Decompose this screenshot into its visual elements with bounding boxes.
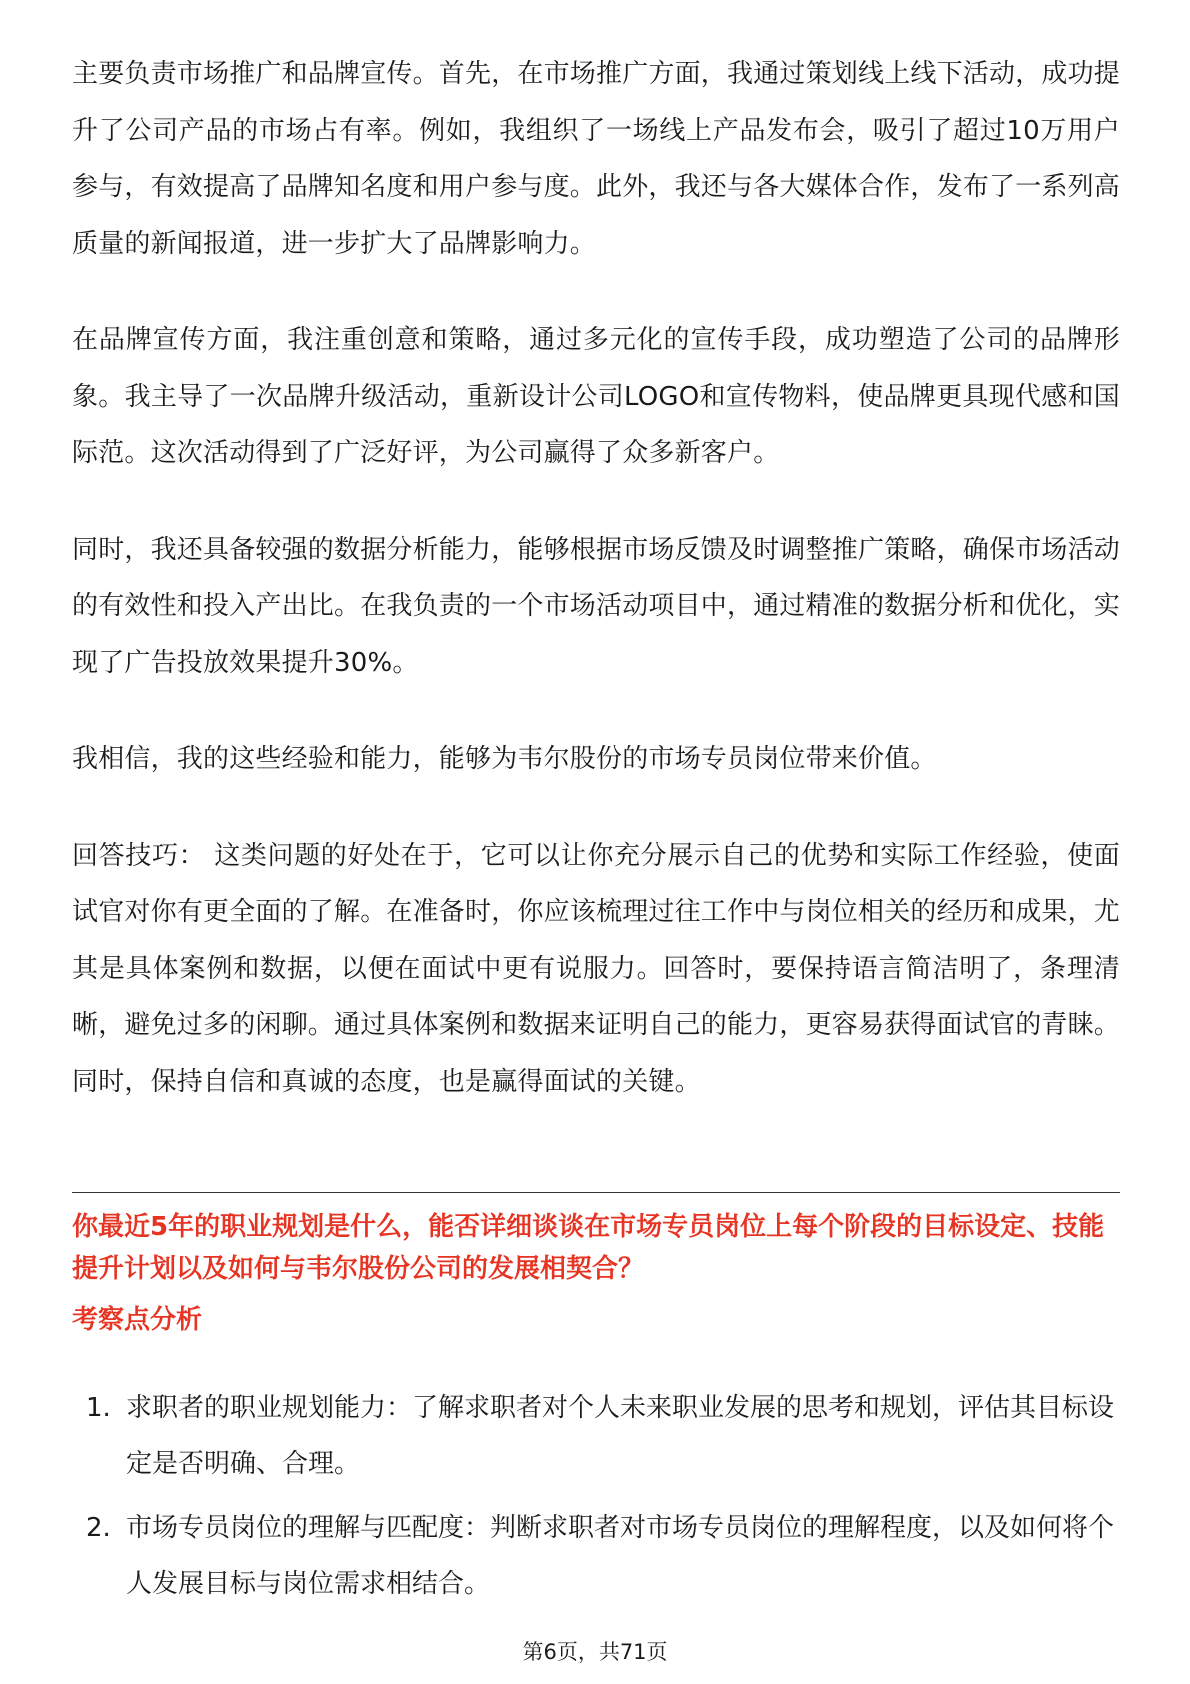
paragraph: 同时，我还具备较强的数据分析能力，能够根据市场反馈及时调整推广策略，确保市场活动的有效性和投入产出比。在我负责的一个市场活动项目中，通过精准的数据分析和优化，实现了广告投放效果提升30%。 (72, 534, 1121, 678)
list-item-text: 求职者的职业规划能力：了解求职者对个人未来职业发展的思考和规划，评估其目标设定是否明确、合理。 (126, 1393, 1115, 1479)
analysis-list (72, 1380, 1120, 1620)
paragraph: 主要负责市场推广和品牌宣传。首先，在市场推广方面，我通过策划线上线下活动，成功提升了公司产品的市场占有率。例如，我组织了一场线上产品发布会，吸引了超过10万用户参与，有效提高了品牌知名度和用户参与度。此外，我还与各大媒体合作，发布了一系列高质量的新闻报道，进一步扩大了品牌影响力。 (72, 59, 1121, 259)
interview-question: 你最近5年的职业规划是什么，能否详细谈谈在市场专员岗位上每个阶段的目标设定、技能提升计划以及如何与韦尔股份公司的发展相契合？ (72, 1212, 1105, 1284)
list-item-text: 市场专员岗位的理解与匹配度：判断求职者对市场专员岗位的理解程度，以及如何将个人发展目标与岗位需求相结合。 (126, 1513, 1115, 1599)
section-title: 考察点分析 (72, 1305, 203, 1335)
paragraph-answer-tips: 回答技巧： 这类问题的好处在于，它可以让你充分展示自己的优势和实际工作经验，使面试官对你有更全面的了解。在准备时，你应该梳理过往工作中与岗位相关的经历和成果，尤其是具体案例和数据，以便在面试中更有说服力。回答时，要保持语言简洁明了，条理清晰，避免过多的闲聊。通过具体案例和数据来证明自己的能力，更容易获得面试官的青睐。同时，保持自信和真诚的态度，也是赢得面试的关键。 (72, 840, 1121, 1097)
section-divider (72, 1192, 1120, 1193)
list-item (72, 1380, 1120, 1492)
page-number: 第6页，共71页 (522, 1640, 668, 1664)
paragraph: 我相信，我的这些经验和能力，能够为韦尔股份的市场专员岗位带来价值。 (72, 744, 937, 774)
answer-body (72, 46, 1120, 1150)
paragraph: 在品牌宣传方面，我注重创意和策略，通过多元化的宣传手段，成功塑造了公司的品牌形象。我主导了一次品牌升级活动，重新设计公司LOGO和宣传物料，使品牌更具现代感和国际范。这次活动得到了广泛好评，为公司赢得了众多新客户。 (72, 325, 1120, 468)
list-item (72, 1500, 1120, 1612)
list-number: 1. (86, 1393, 111, 1423)
list-number: 2. (86, 1513, 111, 1543)
